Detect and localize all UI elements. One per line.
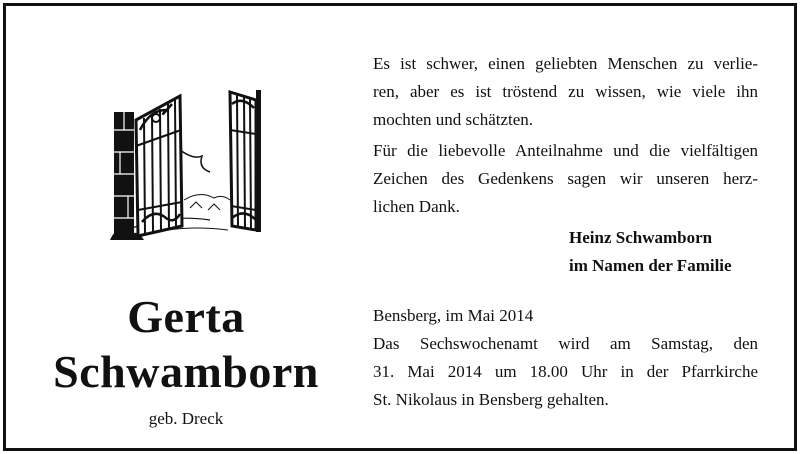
text-line: Zeichen des Gedenkens sagen wir unseren herz- xyxy=(373,169,758,188)
text-line: lichen Dank. xyxy=(373,197,460,216)
text-line: mochten und schätzten. xyxy=(373,110,534,129)
text-line: ren, aber es ist tröstend zu wissen, wie viele ihn xyxy=(373,82,758,101)
text-line: Für die liebevolle Anteilnahme und die vielfältigen xyxy=(373,141,758,160)
text-line: St. Nikolaus in Bensberg gehalten. xyxy=(373,390,609,409)
service-announcement xyxy=(373,330,758,414)
signatory-name: Heinz Schwamborn xyxy=(569,228,713,247)
signature-block xyxy=(569,224,732,280)
place-date: Bensberg, im Mai 2014 xyxy=(373,306,534,325)
condolence-paragraph-1 xyxy=(373,50,758,134)
signatory-role: im Namen der Familie xyxy=(569,256,732,275)
deceased-name-block xyxy=(26,289,346,429)
condolence-paragraph-2 xyxy=(373,137,758,221)
text-line: Es ist schwer, einen geliebten Menschen zu verlie- xyxy=(373,54,758,73)
open-gate-icon xyxy=(110,90,262,246)
text-line: Das Sechswochenamt wird am Samstag, den xyxy=(373,334,758,353)
deceased-last-name: Schwamborn xyxy=(53,346,319,397)
deceased-first-name: Gerta xyxy=(127,291,245,342)
maiden-name: geb. Dreck xyxy=(148,409,224,428)
obituary-card xyxy=(3,3,797,451)
text-line: 31. Mai 2014 um 18.00 Uhr in der Pfarrkirche xyxy=(373,362,758,381)
